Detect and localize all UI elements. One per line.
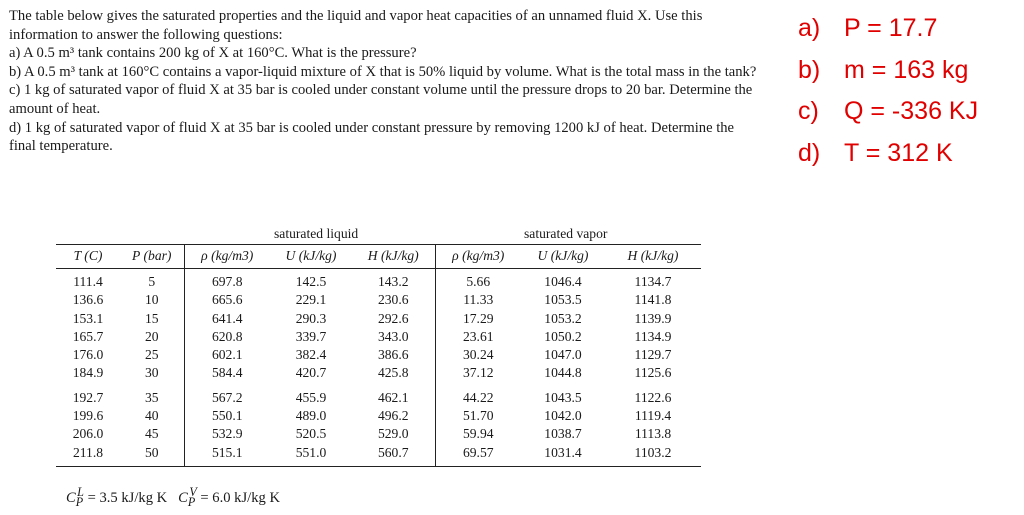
table-group-header	[56, 226, 701, 244]
table-cell: 50	[120, 444, 184, 467]
table-cell: 1043.5	[544, 389, 582, 405]
answer-a	[798, 8, 1018, 50]
group-label-liquid: saturated liquid	[274, 226, 359, 241]
table-cell: 560.7	[352, 444, 435, 467]
group-label-vapor: saturated vapor	[524, 226, 608, 241]
cp-vapor-symbol: $C_P^V$	[178, 485, 197, 509]
table-row	[56, 310, 701, 328]
table-cell: 620.8	[184, 328, 270, 346]
table-cell: 665.6	[184, 291, 270, 309]
table-cell: 1103.2	[605, 444, 701, 467]
table-cell: 1050.2	[544, 328, 582, 344]
table-cell: 176.0	[72, 347, 104, 363]
table-cell: 30.24	[435, 346, 521, 364]
answer-value: T = 312 K	[844, 138, 953, 167]
table-row	[56, 364, 701, 385]
table-cell: 343.0	[377, 328, 409, 344]
table-cell: 1038.7	[544, 426, 582, 442]
header-liquid-energy: U (kJ/kg)	[270, 245, 352, 269]
table-cell: 697.8	[184, 269, 270, 292]
table-cell: 23.61	[435, 328, 521, 346]
table-cell: 20	[144, 328, 159, 344]
table-cell: 584.4	[184, 364, 270, 385]
table-row	[56, 346, 701, 364]
table-cell: 5	[148, 274, 156, 289]
table-cell: 1134.9	[634, 328, 672, 344]
table-cell: 211.8	[56, 444, 120, 467]
question-c: c) 1 kg of saturated vapor of fluid X at 35 bar is cooled under constant volume until the pressure drops to 20 bar. Determine the amount of heat.	[9, 82, 753, 117]
table-cell: 51.70	[435, 407, 521, 425]
table-cell: 153.1	[72, 310, 104, 326]
table-cell: 10	[144, 292, 159, 308]
table-cell: 44.22	[435, 386, 521, 407]
table-cell: 1042.0	[544, 408, 582, 424]
table-cell: 37.12	[435, 364, 521, 385]
table-cell: 1134.7	[634, 274, 672, 289]
table-cell: 184.9	[72, 365, 104, 381]
table-row	[56, 407, 701, 425]
table-cell: 532.9	[184, 425, 270, 443]
answer-b	[798, 50, 1018, 92]
problem-statement	[9, 7, 761, 156]
table-cell: 496.2	[377, 408, 409, 424]
table-cell: 520.5	[295, 426, 327, 442]
answer-label: a)	[798, 14, 821, 42]
table-cell: 69.57	[435, 444, 521, 467]
table-cell: 192.7	[72, 389, 104, 405]
table-cell: 1047.0	[544, 347, 582, 363]
table-cell: 551.0	[270, 444, 352, 467]
table-row	[56, 328, 701, 346]
table-cell: 30	[144, 365, 159, 381]
table-cell: 1139.9	[634, 310, 672, 326]
table-cell: 292.6	[377, 310, 409, 326]
table-cell: 1044.8	[544, 365, 582, 381]
table-cell: 1031.4	[521, 444, 605, 467]
table-cell: 59.94	[435, 425, 521, 443]
table-cell: 550.1	[184, 407, 270, 425]
table-cell: 1141.8	[634, 292, 672, 308]
table-cell: 230.6	[377, 292, 409, 308]
table-cell: 290.3	[295, 310, 327, 326]
header-temperature: T (C)	[56, 245, 120, 269]
table-cell: 143.2	[377, 274, 409, 289]
table-header-row	[56, 245, 701, 269]
cp-liquid-value: = 3.5 kJ/kg K	[87, 489, 168, 506]
table-cell: 1125.6	[634, 365, 672, 381]
table-row	[56, 444, 701, 467]
table-cell: 567.2	[184, 386, 270, 407]
header-liquid-density: ρ (kg/m3)	[184, 245, 270, 269]
header-vapor-energy: U (kJ/kg)	[521, 245, 605, 269]
table-cell: 5.66	[435, 269, 521, 292]
table-cell: 425.8	[377, 365, 409, 381]
answer-d	[798, 133, 1018, 175]
table-cell: 489.0	[295, 408, 327, 424]
table-cell: 529.0	[377, 426, 409, 442]
table-row	[56, 386, 701, 407]
question-b: b) A 0.5 m³ tank at 160°C contains a vapor-liquid mixture of X that is 50% liquid by volume. What is the total mass in the tank?	[9, 63, 757, 80]
table-cell: 462.1	[377, 389, 409, 405]
table-cell: 17.29	[435, 310, 521, 328]
header-pressure: P (bar)	[120, 245, 184, 269]
table-cell: 382.4	[295, 347, 327, 363]
table-body	[56, 269, 701, 467]
problem-intro: The table below gives the saturated properties and the liquid and vapor heat capacities of an unnamed fluid X. Use this information to answer the following questions:	[9, 8, 703, 43]
table-row	[56, 425, 701, 443]
heat-capacity-line	[66, 485, 280, 510]
header-vapor-enthalpy: H (kJ/kg)	[605, 245, 701, 269]
table-cell: 420.7	[295, 365, 327, 381]
table-cell: 229.1	[295, 292, 327, 308]
table-row	[56, 269, 701, 292]
table-cell: 40	[144, 408, 159, 424]
table-cell: 1119.4	[634, 408, 672, 424]
table-cell: 206.0	[72, 426, 104, 442]
question-a: a) A 0.5 m³ tank contains 200 kg of X at 160°C. What is the pressure?	[9, 45, 417, 62]
table-cell: 1053.5	[544, 292, 582, 308]
cp-vapor-value: = 6.0 kJ/kg K	[200, 489, 280, 506]
table-cell: 35	[144, 389, 159, 405]
table-cell: 602.1	[184, 346, 270, 364]
table-cell: 515.1	[184, 444, 270, 467]
table-cell: 15	[144, 310, 159, 326]
answer-c	[798, 91, 1018, 133]
answer-label: d)	[798, 138, 821, 167]
table-cell: 11.33	[435, 291, 521, 309]
table-cell: 136.6	[72, 292, 104, 308]
header-liquid-enthalpy: H (kJ/kg)	[352, 245, 435, 269]
table-cell: 339.7	[295, 328, 327, 344]
cp-liquid-symbol: $C_P^L$	[66, 485, 84, 509]
table-cell: 1113.8	[634, 426, 672, 442]
table-cell: 1053.2	[544, 310, 582, 326]
properties-table	[56, 244, 701, 467]
table-cell: 641.4	[184, 310, 270, 328]
answer-label: c)	[798, 97, 819, 125]
question-d: d) 1 kg of saturated vapor of fluid X at 35 bar is cooled under constant pressure by removing 1200 kJ of heat. Determine the final temperature.	[9, 119, 735, 155]
answer-value: Q = -336 KJ	[844, 97, 979, 125]
table-cell: 386.6	[377, 347, 409, 363]
table-cell: 455.9	[295, 389, 327, 405]
answer-label: b)	[798, 55, 821, 84]
table-cell: 45	[144, 426, 159, 442]
table-cell: 1122.6	[634, 389, 672, 405]
answer-value: P = 17.7	[844, 14, 938, 42]
table-cell: 1129.7	[634, 347, 672, 363]
table-cell: 111.4	[73, 274, 103, 289]
properties-table-wrapper	[56, 226, 701, 467]
answer-value: m = 163 kg	[844, 55, 969, 84]
table-cell: 25	[144, 347, 159, 363]
table-cell: 165.7	[72, 328, 104, 344]
table-cell: 142.5	[295, 274, 327, 289]
header-vapor-density: ρ (kg/m3)	[435, 245, 521, 269]
table-cell: 199.6	[72, 408, 104, 424]
table-row	[56, 291, 701, 309]
answer-list	[798, 8, 1018, 174]
table-cell: 1046.4	[544, 274, 582, 289]
